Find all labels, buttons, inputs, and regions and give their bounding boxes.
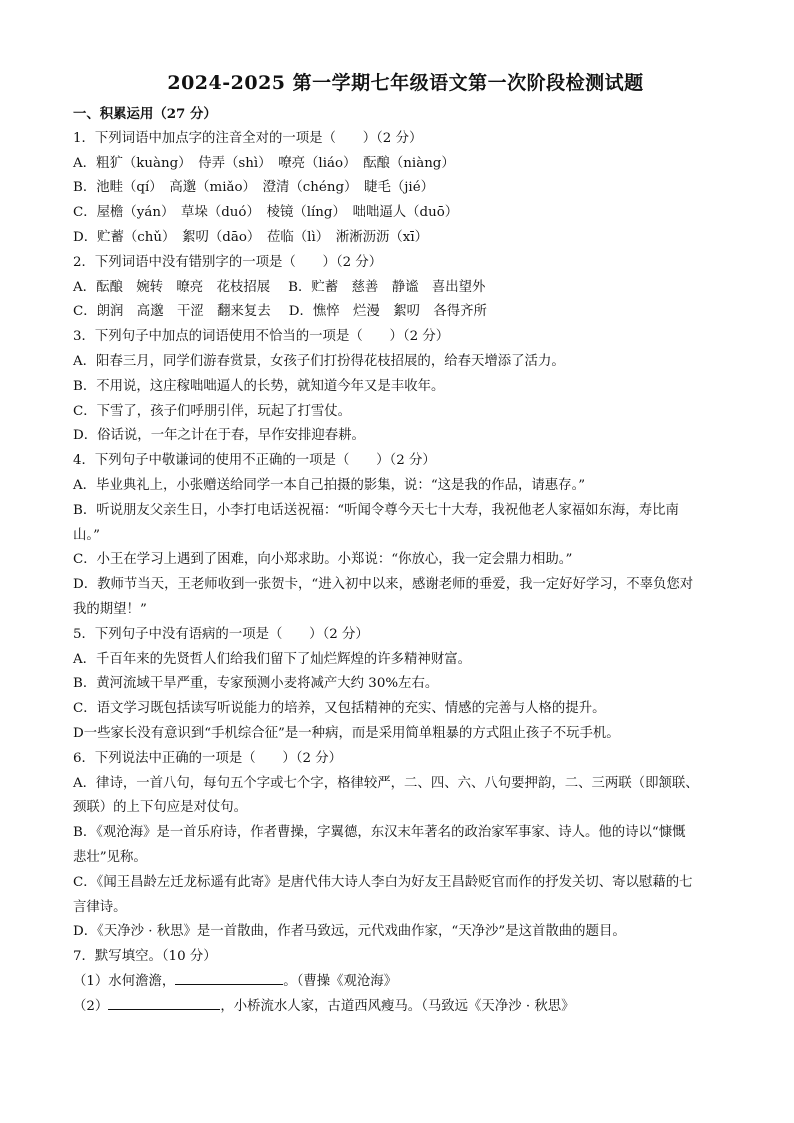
question-3-option-a: A．阳春三月，同学们游春赏景，女孩子们打扮得花枝招展的，给春天增添了活力。: [73, 353, 565, 369]
section-heading: 一、积累运用（27 分）: [73, 106, 217, 122]
question-2-option-c: C．朗润 高邈 干涩 翻来复去: [73, 304, 271, 320]
question-6-option-c: C．《闻王昌龄左迁龙标遥有此寄》是唐代伟大诗人李白为好友王昌龄贬官而作的抒发关切、寄以慰藉的七: [73, 874, 693, 890]
question-7-item-1-suffix: 。（曹操《观沧海》: [283, 973, 398, 989]
question-2-options-row-1: [73, 276, 728, 301]
question-4-option-b-cont: 山。”: [73, 527, 100, 543]
question-7-item-2: [73, 995, 728, 1020]
question-6-stem: 6．下列说法中正确的一项是（ ）（2 分）: [73, 750, 343, 766]
question-3-option-b: B．不用说，这庄稼咄咄逼人的长势，就知道今年又是丰收年。: [73, 378, 445, 394]
question-5-stem: 5．下列句子中没有语病的一项是（ ）（2 分）: [73, 626, 369, 642]
question-2-stem: 2．下列词语中没有错别字的一项是（ ）（2 分）: [73, 254, 383, 270]
question-5-option-a: A．千百年来的先贤哲人们给我们留下了灿烂辉煌的许多精神财富。: [73, 651, 471, 667]
question-6-option-a-cont: 颈联）的上下句应是对仗句。: [73, 800, 248, 816]
question-5-option-d: D一些家长没有意识到“手机综合征”是一种病，而是采用简单粗暴的方式阻止孩子不玩手机。: [73, 725, 620, 741]
question-1-stem: 1．下列词语中加点字的注音全对的一项是（ ）（2 分）: [73, 130, 423, 146]
question-2-options-row-2: [73, 300, 728, 325]
question-7-item-1: [73, 970, 728, 995]
question-6-option-b: B．《观沧海》是一首乐府诗，作者曹操，字翼德，东汉末年著名的政治家军事家、诗人。他的诗以“慷慨: [73, 825, 686, 841]
question-6-option-c-cont: 言律诗。: [73, 899, 127, 915]
answer-blank-2[interactable]: [108, 995, 220, 1010]
question-4-stem: 4．下列句子中敬谦词的使用不正确的一项是（ ）（2 分）: [73, 453, 436, 469]
question-3-option-c: C．下雪了，孩子们呼朋引伴，玩起了打雪仗。: [73, 403, 352, 419]
question-4-option-d-cont: 我的期望！”: [73, 601, 147, 617]
question-1-option-b: B．池畦（qí） 高邈（miǎo） 澄清（chéng） 睫毛（jié）: [73, 180, 435, 196]
question-7-item-2-prefix: （2）: [73, 998, 109, 1014]
question-3-option-d: D．俗话说，一年之计在于春，早作安排迎春耕。: [73, 428, 365, 444]
question-2-option-b: B．贮蓄 慈善 静谧 喜出望外: [288, 279, 486, 295]
question-7-item-1-prefix: （1）水何澹澹，: [73, 973, 176, 989]
question-4-option-d: D．教师节当天，王老师收到一张贺卡，“进入初中以来，感谢老师的垂爱，我一定好好学习，不辜负您对: [73, 577, 694, 593]
question-3-stem: 3．下列句子中加点的词语使用不恰当的一项是（ ）（2 分）: [73, 329, 450, 345]
question-1-option-c: C．屋檐（yán） 草垛（duó） 棱镜（líng） 咄咄逼人（duō）: [73, 205, 459, 221]
question-6-option-a: A．律诗，一首八句，每句五个字或七个字，格律较严，二、四、六、八句要押韵，二、三两联（即颔联、: [73, 775, 699, 791]
page-title: 2024-2025 第一学期七年级语文第一次阶段检测试题: [167, 72, 644, 94]
answer-blank-1[interactable]: [175, 970, 283, 985]
question-5-option-c: C．语文学习既包括读写听说能力的培养，又包括精神的充实、情感的完善与人格的提升。: [73, 701, 606, 717]
question-7-item-2-suffix: ，小桥流水人家，古道西风瘦马。（马致远《天净沙 · 秋思》: [220, 998, 575, 1014]
question-6-option-d: D．《天净沙 · 秋思》是一首散曲，作者马致远，元代戏曲作家，“天净沙”是这首散曲的题目。: [73, 924, 626, 940]
question-4-option-a: A．毕业典礼上，小张赠送给同学一本自己拍摄的影集，说：“这是我的作品，请惠存。”: [73, 477, 586, 493]
question-4-option-c: C．小王在学习上遇到了困难，向小郑求助。小郑说：“你放心，我一定会鼎力相助。”: [73, 552, 573, 568]
question-5-option-b: B．黄河流域干旱严重，专家预测小麦将减产大约 30%左右。: [73, 676, 439, 692]
question-6-option-b-cont: 悲壮”见称。: [73, 849, 147, 865]
question-2-option-a: A．酝酿 婉转 暸亮 花枝招展: [73, 279, 271, 295]
question-1-option-a: A．粗犷（kuàng） 侍弄（shì） 嘹亮（liáo） 酝酿（niàng）: [73, 155, 455, 171]
question-4-option-b: B．听说朋友父亲生日，小李打电话送祝福：“听闻令尊今天七十大寿，我祝他老人家福如东海，寿比南: [73, 502, 679, 518]
question-7-stem: 7．默写填空。（10 分）: [73, 949, 217, 965]
question-2-option-d: D．憔悴 烂漫 絮叨 各得齐所: [288, 304, 487, 320]
question-1-option-d: D．贮蓄（chǔ） 絮叨（dāo） 莅临（lì） 淅淅沥沥（xī）: [73, 229, 428, 245]
